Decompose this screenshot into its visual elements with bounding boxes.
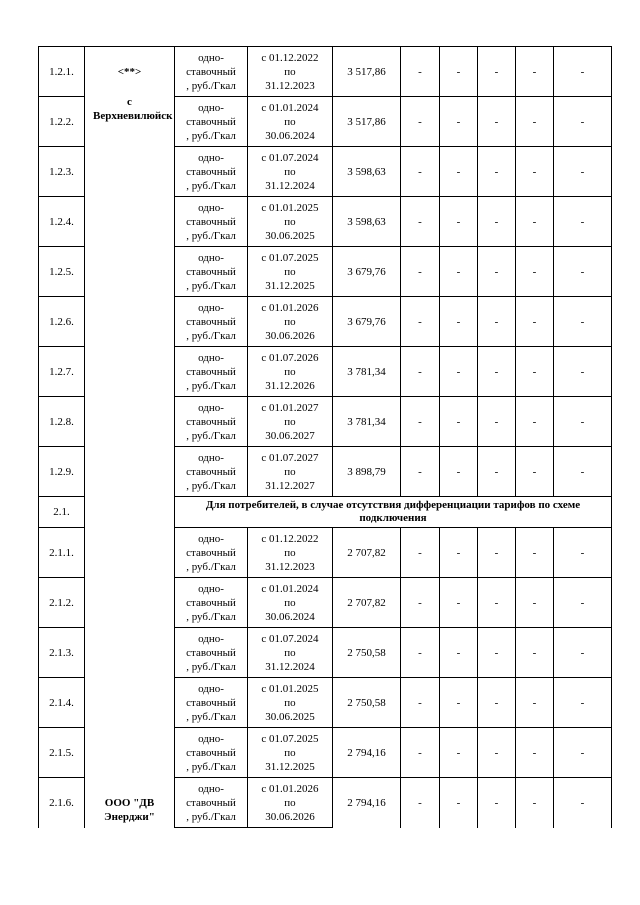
- period-cell: с 01.07.2025 по 31.12.2025: [248, 728, 333, 778]
- empty-value: -: [516, 578, 554, 628]
- period-cell: с 01.01.2024 по 30.06.2024: [248, 97, 333, 147]
- empty-value: -: [554, 147, 612, 197]
- section-title: Для потребителей, в случае отсутствия дифференциации тарифов по схеме подключения: [175, 497, 612, 528]
- empty-value: -: [440, 197, 478, 247]
- empty-value: -: [478, 728, 516, 778]
- empty-value: -: [516, 397, 554, 447]
- empty-value: -: [478, 678, 516, 728]
- tariff-value: 2 707,82: [333, 578, 401, 628]
- row-number: 1.2.3.: [39, 147, 85, 197]
- empty-value: -: [478, 447, 516, 497]
- rate-type-cell: одно- ставочный , руб./Гкал: [175, 578, 248, 628]
- empty-value: -: [554, 47, 612, 97]
- period-cell: с 01.07.2027 по 31.12.2027: [248, 447, 333, 497]
- empty-value: -: [401, 97, 440, 147]
- tariff-value: 3 679,76: [333, 297, 401, 347]
- rate-type-cell: одно- ставочный , руб./Гкал: [175, 528, 248, 578]
- empty-value: -: [478, 197, 516, 247]
- tariff-value: 3 598,63: [333, 197, 401, 247]
- empty-value: -: [440, 297, 478, 347]
- row-number: 1.2.6.: [39, 297, 85, 347]
- empty-value: -: [554, 97, 612, 147]
- rate-type-cell: одно- ставочный , руб./Гкал: [175, 347, 248, 397]
- empty-value: -: [554, 297, 612, 347]
- tariff-value: 3 517,86: [333, 47, 401, 97]
- empty-value: -: [554, 447, 612, 497]
- empty-value: -: [516, 528, 554, 578]
- empty-value: -: [401, 778, 440, 828]
- period-cell: с 01.12.2022 по 31.12.2023: [248, 47, 333, 97]
- rate-type-cell: одно- ставочный , руб./Гкал: [175, 297, 248, 347]
- period-cell: с 01.07.2024 по 31.12.2024: [248, 147, 333, 197]
- empty-value: -: [554, 397, 612, 447]
- empty-value: -: [440, 97, 478, 147]
- empty-value: -: [478, 578, 516, 628]
- empty-value: -: [516, 197, 554, 247]
- empty-value: -: [401, 578, 440, 628]
- empty-value: -: [478, 628, 516, 678]
- period-cell: с 01.12.2022 по 31.12.2023: [248, 528, 333, 578]
- empty-value: -: [516, 728, 554, 778]
- empty-value: -: [516, 447, 554, 497]
- empty-value: -: [440, 628, 478, 678]
- empty-value: -: [478, 528, 516, 578]
- row-number: 1.2.2.: [39, 97, 85, 147]
- empty-value: -: [554, 347, 612, 397]
- row-number: 1.2.7.: [39, 347, 85, 397]
- empty-value: -: [516, 347, 554, 397]
- empty-value: -: [554, 247, 612, 297]
- empty-value: -: [554, 528, 612, 578]
- empty-value: -: [478, 47, 516, 97]
- rate-type-cell: одно- ставочный , руб./Гкал: [175, 147, 248, 197]
- rate-type-cell: одно- ставочный , руб./Гкал: [175, 628, 248, 678]
- row-number: 2.1.1.: [39, 528, 85, 578]
- empty-value: -: [516, 47, 554, 97]
- tariff-value: 2 750,58: [333, 628, 401, 678]
- row-number: 2.1.4.: [39, 678, 85, 728]
- empty-value: -: [516, 297, 554, 347]
- period-cell: с 01.07.2024 по 31.12.2024: [248, 628, 333, 678]
- tariff-value: 2 794,16: [333, 778, 401, 828]
- empty-value: -: [516, 97, 554, 147]
- period-cell: с 01.01.2027 по 30.06.2027: [248, 397, 333, 447]
- empty-value: -: [554, 578, 612, 628]
- rate-type-cell: одно- ставочный , руб./Гкал: [175, 247, 248, 297]
- tariff-value: 2 794,16: [333, 728, 401, 778]
- tariff-value: 3 517,86: [333, 97, 401, 147]
- empty-value: -: [440, 397, 478, 447]
- empty-value: -: [440, 578, 478, 628]
- empty-value: -: [401, 628, 440, 678]
- empty-value: -: [440, 147, 478, 197]
- empty-value: -: [440, 728, 478, 778]
- empty-value: -: [554, 678, 612, 728]
- tariff-value: 3 781,34: [333, 347, 401, 397]
- organization-name: ООО "ДВ Энерджи": [85, 497, 175, 828]
- row-number: 2.1.5.: [39, 728, 85, 778]
- tariff-value: 2 750,58: [333, 678, 401, 728]
- tariff-value: 2 707,82: [333, 528, 401, 578]
- empty-value: -: [401, 297, 440, 347]
- empty-value: -: [440, 778, 478, 828]
- empty-value: -: [554, 197, 612, 247]
- empty-value: -: [478, 778, 516, 828]
- rate-type-cell: одно- ставочный , руб./Гкал: [175, 197, 248, 247]
- empty-value: -: [401, 528, 440, 578]
- empty-value: -: [516, 247, 554, 297]
- empty-value: -: [401, 728, 440, 778]
- rate-type-cell: одно- ставочный , руб./Гкал: [175, 97, 248, 147]
- empty-value: -: [401, 678, 440, 728]
- rate-type-cell: одно- ставочный , руб./Гкал: [175, 678, 248, 728]
- table-row: [39, 47, 612, 97]
- period-cell: с 01.07.2026 по 31.12.2026: [248, 347, 333, 397]
- tariff-value: 3 598,63: [333, 147, 401, 197]
- period-cell: с 01.01.2026 по 30.06.2026: [248, 778, 333, 828]
- tariff-table: [38, 46, 612, 828]
- empty-value: -: [478, 247, 516, 297]
- period-cell: с 01.01.2025 по 30.06.2025: [248, 678, 333, 728]
- tariff-value: 3 679,76: [333, 247, 401, 297]
- row-number: 1.2.9.: [39, 447, 85, 497]
- empty-value: -: [401, 397, 440, 447]
- empty-value: -: [478, 397, 516, 447]
- tariff-value: 3 781,34: [333, 397, 401, 447]
- empty-value: -: [401, 147, 440, 197]
- empty-value: -: [440, 247, 478, 297]
- row-number: 2.1.6.: [39, 778, 85, 828]
- organization-name: <**> с Верхневилюйск: [85, 47, 175, 497]
- empty-value: -: [401, 347, 440, 397]
- row-number: 1.2.8.: [39, 397, 85, 447]
- rate-type-cell: одно- ставочный , руб./Гкал: [175, 447, 248, 497]
- tariff-value: 3 898,79: [333, 447, 401, 497]
- empty-value: -: [440, 528, 478, 578]
- row-number: 1.2.5.: [39, 247, 85, 297]
- empty-value: -: [440, 678, 478, 728]
- empty-value: -: [478, 347, 516, 397]
- empty-value: -: [478, 97, 516, 147]
- empty-value: -: [440, 347, 478, 397]
- empty-value: -: [554, 778, 612, 828]
- row-number: 2.1.2.: [39, 578, 85, 628]
- rate-type-cell: одно- ставочный , руб./Гкал: [175, 728, 248, 778]
- rate-type-cell: одно- ставочный , руб./Гкал: [175, 778, 248, 828]
- rate-type-cell: одно- ставочный , руб./Гкал: [175, 47, 248, 97]
- empty-value: -: [516, 678, 554, 728]
- rate-type-cell: одно- ставочный , руб./Гкал: [175, 397, 248, 447]
- empty-value: -: [478, 147, 516, 197]
- section-number: 2.1.: [39, 497, 85, 528]
- empty-value: -: [554, 728, 612, 778]
- empty-value: -: [478, 297, 516, 347]
- empty-value: -: [516, 147, 554, 197]
- empty-value: -: [440, 47, 478, 97]
- empty-value: -: [440, 447, 478, 497]
- period-cell: с 01.01.2025 по 30.06.2025: [248, 197, 333, 247]
- empty-value: -: [401, 197, 440, 247]
- period-cell: с 01.01.2024 по 30.06.2024: [248, 578, 333, 628]
- period-cell: с 01.07.2025 по 31.12.2025: [248, 247, 333, 297]
- row-number: 1.2.1.: [39, 47, 85, 97]
- empty-value: -: [401, 247, 440, 297]
- empty-value: -: [401, 47, 440, 97]
- empty-value: -: [516, 778, 554, 828]
- empty-value: -: [401, 447, 440, 497]
- period-cell: с 01.01.2026 по 30.06.2026: [248, 297, 333, 347]
- empty-value: -: [516, 628, 554, 678]
- empty-value: -: [554, 628, 612, 678]
- row-number: 1.2.4.: [39, 197, 85, 247]
- section-header-row: [39, 497, 612, 528]
- row-number: 2.1.3.: [39, 628, 85, 678]
